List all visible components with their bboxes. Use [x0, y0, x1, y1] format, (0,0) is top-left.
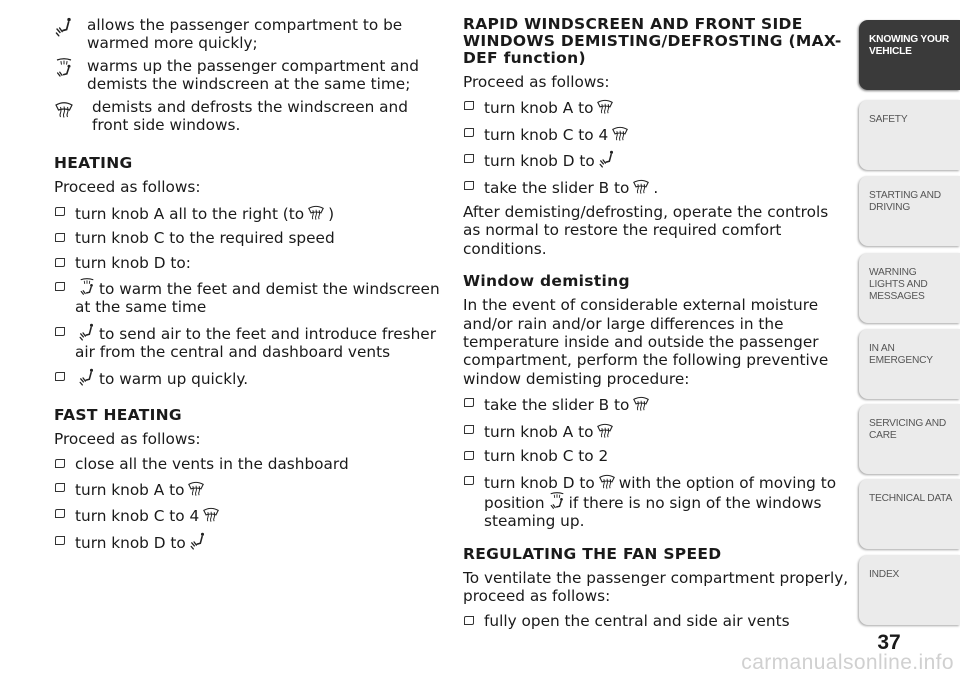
fan-speed-intro: To ventilate the passenger compartment properly, proceed as follows: — [463, 568, 849, 606]
list-item: turn knob D to: — [54, 254, 446, 272]
windscreen-defrost-icon — [307, 203, 325, 221]
list-item: take the slider B to — [463, 394, 849, 414]
right-column — [463, 16, 849, 636]
bullet-icon — [464, 181, 474, 190]
windscreen-defrost-icon — [596, 421, 614, 439]
page-number: 37 — [877, 631, 901, 654]
feet-airflow-icon — [78, 323, 96, 341]
feet-airflow-icon — [598, 150, 616, 168]
list-item: to warm the feet and demist the windscreen at the same time — [54, 278, 446, 317]
list-item: close all the vents in the dashboard — [54, 455, 446, 473]
windscreen-defrost-icon — [611, 124, 629, 142]
list-item: fully open the central and side air vents — [463, 612, 849, 630]
bullet-icon — [464, 451, 474, 460]
watermark: carmanualsonline.info — [741, 651, 954, 674]
tab-warning-lights-and-messages[interactable]: WARNING LIGHTS AND MESSAGES — [859, 253, 960, 323]
bullet-icon — [464, 425, 474, 434]
bullet-icon — [464, 476, 474, 485]
bullet-icon — [464, 154, 474, 163]
fan-speed-heading: REGULATING THE FAN SPEED — [463, 544, 722, 563]
list-item: take the slider B to . — [463, 177, 849, 197]
heating-intro: Proceed as follows: — [54, 178, 201, 197]
list-item: turn knob A to — [463, 97, 849, 117]
list-item: turn knob D to — [54, 532, 446, 552]
tab-servicing-and-care[interactable]: SERVICING AND CARE — [859, 404, 960, 474]
windscreen-defrost-icon — [632, 394, 650, 412]
fast-heating-heading: FAST HEATING — [54, 406, 182, 425]
tab-knowing-your-vehicle[interactable]: KNOWING YOUR VEHICLE — [859, 20, 960, 90]
bullet-icon — [464, 398, 474, 407]
fast-heating-intro: Proceed as follows: — [54, 430, 201, 449]
tab-index[interactable]: INDEX — [859, 555, 960, 625]
mode-feet-windscreen — [54, 57, 446, 94]
feet-windscreen-airflow-icon — [54, 58, 74, 78]
list-item: turn knob C to 2 — [463, 447, 849, 465]
list-item: turn knob A all to the right (to ) — [54, 203, 446, 223]
windscreen-defrost-icon — [632, 177, 650, 195]
feet-windscreen-airflow-icon — [78, 278, 96, 296]
tab-in-an-emergency[interactable]: IN AN EMERGENCY — [859, 329, 960, 399]
bullet-icon — [55, 509, 65, 518]
bullet-icon — [55, 536, 65, 545]
windscreen-defrost-icon — [54, 99, 74, 119]
list-item: turn knob C to the required speed — [54, 229, 446, 247]
bullet-icon — [55, 207, 65, 216]
bullet-icon — [55, 258, 65, 267]
windscreen-defrost-icon — [202, 505, 220, 523]
tab-starting-and-driving[interactable]: STARTING AND DRIVING — [859, 176, 960, 246]
mode-defrost — [54, 98, 446, 135]
bullet-icon — [55, 282, 65, 291]
list-item: turn knob A to — [54, 479, 446, 499]
mode-text: allows the passenger compartment to be warmed more quickly; — [87, 16, 403, 53]
bullet-icon — [55, 233, 65, 242]
list-item: to warm up quickly. — [54, 368, 446, 388]
windscreen-defrost-icon — [598, 472, 616, 490]
heating-heading: HEATING — [54, 154, 133, 173]
rapid-intro: Proceed as follows: — [463, 73, 610, 91]
bullet-icon — [464, 616, 474, 625]
feet-airflow-icon — [54, 17, 74, 37]
tab-technical-data[interactable]: TECHNICAL DATA — [859, 479, 960, 549]
bullet-icon — [55, 327, 65, 336]
bullet-icon — [464, 101, 474, 110]
bullet-icon — [55, 372, 65, 381]
mode-text: demists and defrosts the windscreen and front side windows. — [92, 97, 408, 135]
feet-windscreen-airflow-icon — [548, 492, 566, 510]
list-item: turn knob C to 4 — [54, 505, 446, 525]
bullet-icon — [55, 459, 65, 468]
windscreen-defrost-icon — [596, 97, 614, 115]
feet-airflow-icon — [189, 532, 207, 550]
list-item: turn knob D to with the option of moving to position if there is no sign of the windows steaming up. — [463, 472, 849, 531]
list-item: to send air to the feet and introduce fresher air from the central and dashboard vents — [54, 323, 446, 362]
list-item: turn knob D to — [463, 150, 849, 170]
feet-airflow-icon — [78, 368, 96, 386]
bullet-icon — [464, 128, 474, 137]
windscreen-defrost-icon — [187, 479, 205, 497]
window-demisting-intro: In the event of considerable external moisture and/or rain and/or large differences in the temperature inside and outside the passenger compartment, perform the following preventive window demisting procedure: — [463, 296, 829, 388]
left-column — [54, 16, 446, 558]
rapid-after: After demisting/defrosting, operate the controls as normal to restore the required comfort conditions. — [463, 203, 829, 258]
bullet-icon — [55, 483, 65, 492]
rapid-demisting-heading: RAPID WINDSCREEN AND FRONT SIDE WINDOWS DEMISTING/DEFROSTING (MAX-DEF function) — [463, 15, 842, 67]
window-demisting-heading: Window demisting — [463, 272, 630, 291]
tab-safety[interactable]: SAFETY — [859, 100, 960, 170]
mode-text: warms up the passenger compartment and demists the windscreen at the same time; — [87, 56, 419, 94]
list-item: turn knob A to — [463, 421, 849, 441]
list-item: turn knob C to 4 — [463, 124, 849, 144]
mode-feet — [54, 16, 446, 53]
